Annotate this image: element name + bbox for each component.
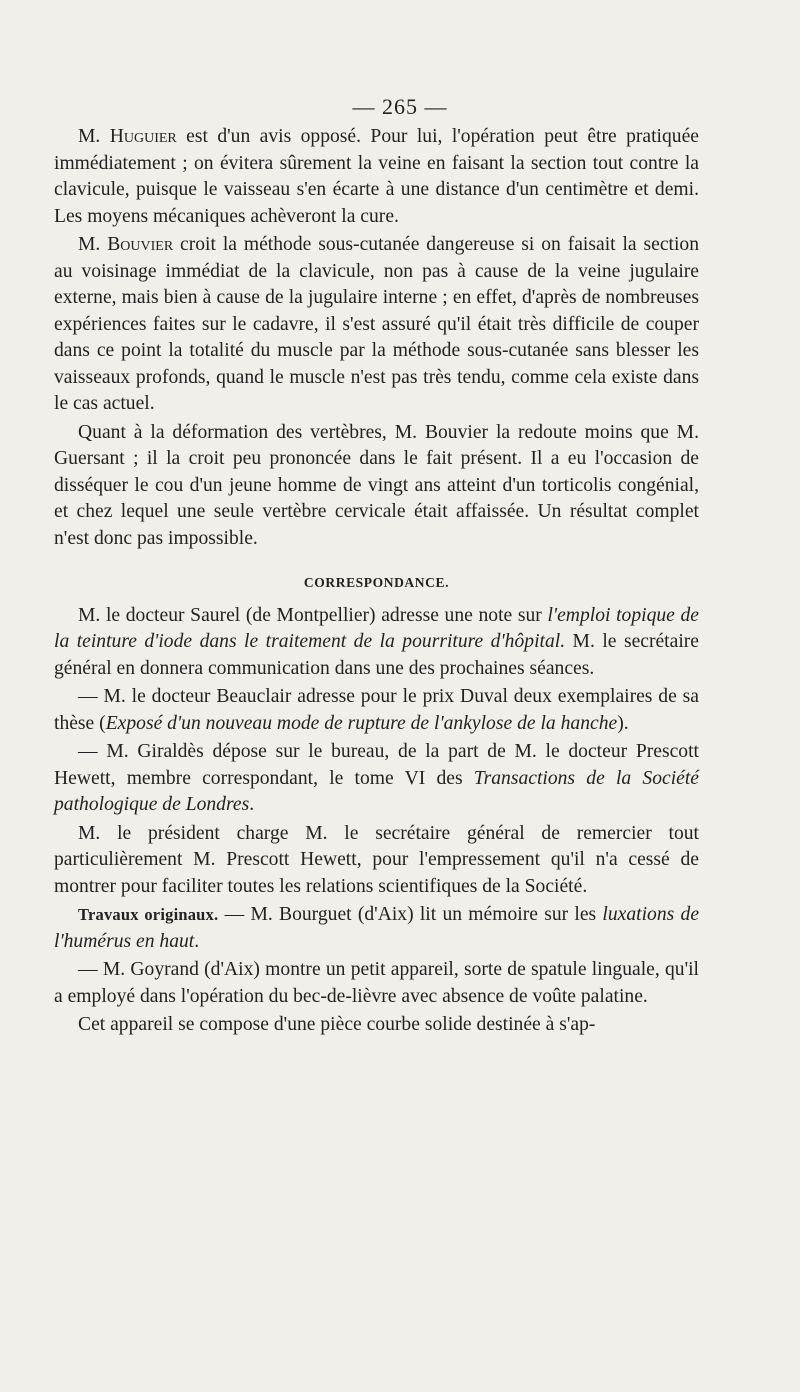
body-text (54, 124, 699, 1039)
paragraph-bouvier (54, 232, 699, 418)
paragraph-text: ). (617, 712, 629, 734)
section-heading-correspondance: CORRESPONDANCE. (303, 575, 450, 590)
italic-title: Exposé d'un nouveau mode de rupture de l'ankylose de la hanche (105, 712, 618, 734)
paragraph-giraldes (54, 739, 699, 819)
italic-title: luxations de l'humérus en haut (54, 904, 700, 952)
paragraph-deformation: Quant à la déformation des vertèbres, M. Bouvier la redoute moins que M. Guersant ; il la croit peu prononcée dans le fait présent. Il a eu l'occasion de disséquer le cou d'un jeune homme de vingt ans atteint d'un torticolis congénial, et chez lequel une seule vertèbre cervicale était affaissée. Un résultat complet n'est donc pas impossible. (54, 421, 699, 549)
paragraph-goyrand: — M. Goyrand (d'Aix) montre un petit appareil, sorte de spatule linguale, qu'il a employé dans l'opération du bec-de-lièvre avec absence de voûte palatine. (54, 959, 699, 1007)
paragraph-text: est d'un avis opposé. Pour lui, l'opération peut être pratiquée immédiatement ; on évitera sûrement la veine en faisant la section tout contre la clavicule, puisque le vaisseau s'en écarte à une distance d'un centimètre et demi. Les moyens mécaniques achèveront la cure. (54, 126, 699, 227)
speaker-name: M. Huguier (78, 126, 177, 147)
paragraph-president: M. le président charge M. le secrétaire général de remercier tout particulièrement M. Prescott Hewett, pour l'empressement qu'il n'a cessé de montrer pour faciliter toutes les relations scientifiques de la Société. (54, 822, 699, 897)
paragraph-text: . (194, 930, 200, 952)
paragraph-appareil: Cet appareil se compose d'une pièce courbe solide destinée à s'ap- (78, 1014, 596, 1035)
speaker-name: M. Bouvier (78, 234, 174, 255)
paragraph-beauclair (54, 684, 699, 737)
rubric-label: Travaux originaux. (78, 905, 219, 924)
paragraph-text: M. le docteur Saurel (de Montpellier) adresse une note sur (78, 604, 548, 626)
paragraph-text: croit la méthode sous-cutanée dangereuse si on faisait la section au voisinage immédiat de la clavicule, non pas à cause de la veine jugulaire externe, mais bien à cause de la jugulaire interne ; en effet, d'après de nombreuses expériences faites sur le cadavre, il s'est assuré qu'il était très difficile de couper dans ce point la totalité du muscle par la méthode sous-cutanée sans blesser les vaisseaux profonds, quand le muscle n'est pas très tendu, comme cela existe dans le cas actuel. (54, 234, 699, 414)
italic-title: l'emploi topique de la teinture d'iode dans le traitement de la pourriture d'hôpital. (54, 604, 699, 652)
italic-title: Transactions de la Société pathologique de Londres (54, 767, 699, 815)
paragraph-text: M. le secrétaire général en donnera communication dans une des prochaines séances. (54, 631, 699, 679)
paragraph-huguier (54, 124, 699, 230)
paragraph-text: — M. Bourguet (d'Aix) lit un mémoire sur les (218, 904, 603, 925)
paragraph-travaux (54, 902, 699, 955)
paragraph-saurel (54, 603, 699, 683)
paragraph-text: — M. le docteur Beauclair adresse pour le prix Duval deux exemplaires de sa thèse ( (54, 686, 699, 734)
page-number: — 265 — (352, 94, 448, 119)
paragraph-text: — M. Giraldès dépose sur le bureau, de la part de M. le docteur Prescott Hewett, membre correspondant, le tome VI des (54, 741, 699, 789)
paragraph-text: . (249, 794, 255, 815)
